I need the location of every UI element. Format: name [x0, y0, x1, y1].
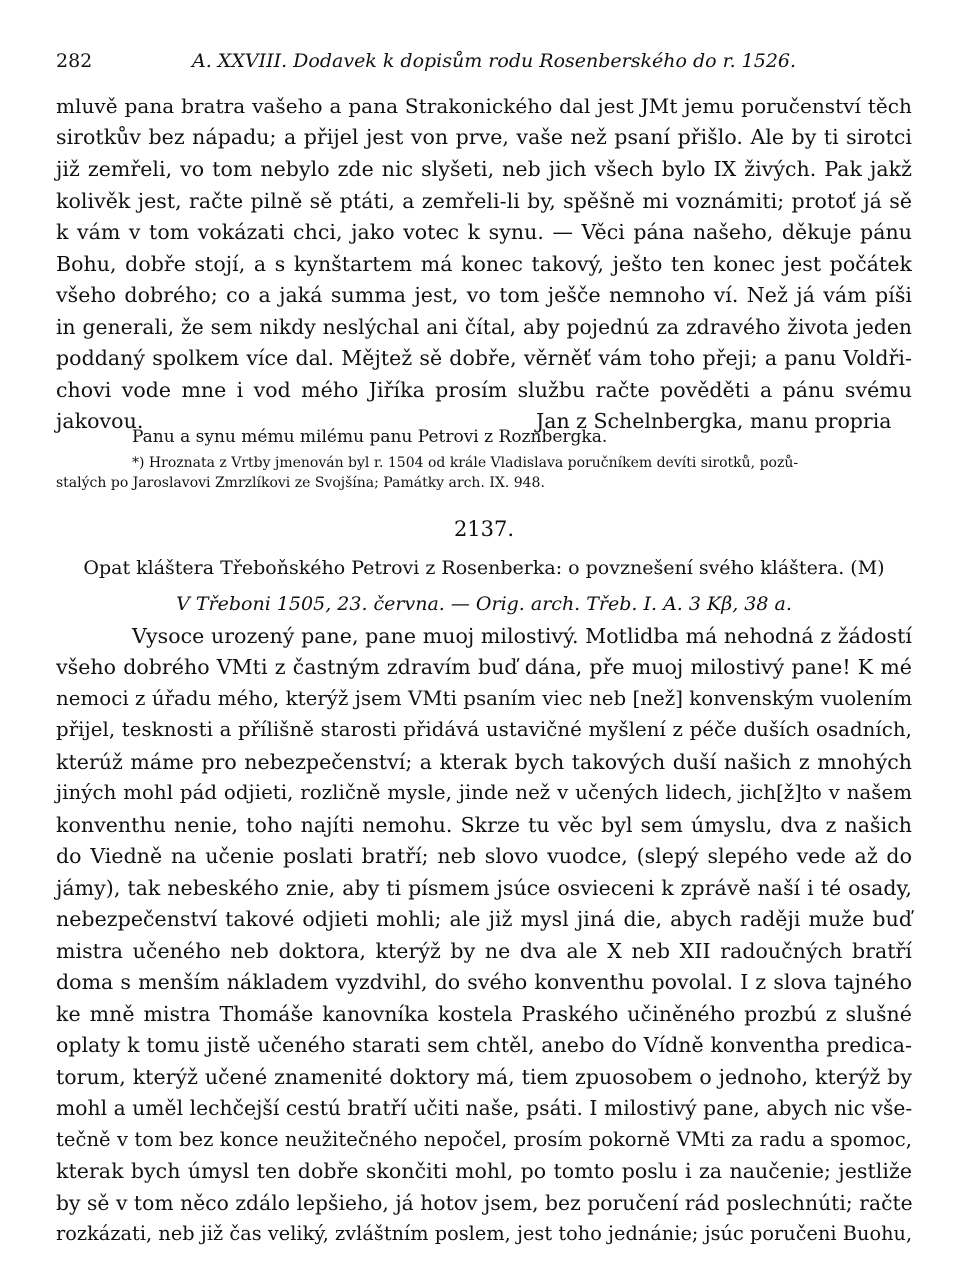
text-line: sirotkův bez nápadu; a přijel jest von prve, vaše než psaní přišlo. Ale by ti sirotci: [56, 125, 912, 149]
text-line: kterúž máme pro nebezpečenství; a kterak bych takových duší našich z mnohých: [56, 750, 912, 774]
text-line: in generali, že sem nikdy neslýchal ani čítal, aby pojednú za zdravého života jeden: [56, 315, 912, 339]
text-line-last: jakovou.: [56, 409, 144, 433]
document-place-date: V Třeboni 1505, 23. června. — Orig. arch. Třeb. I. A. 3 Kβ, 38 a.: [176, 593, 792, 615]
text-line: do Viedně na učenie poslati bratří; neb slovo vuodce, (slepý slepého vede až do: [56, 844, 912, 868]
signature: Jan z Schelnbergka, manu propria: [536, 409, 892, 433]
text-line: všeho dobrého; co a jaká summa jest, vo tom ješče nemnoho ví. Než já vám píši: [56, 283, 912, 307]
text-line: přijel, tesknosti a přílišně starosti přidává ustavičné myšlení z péče duších osadních,: [56, 718, 912, 741]
text-line: rozkázati, neb již čas veliký, zvláštním poslem, jest toho jednánie; jsúc poručeni Buohu,: [56, 1222, 913, 1245]
text-line: kterak bych úmysl ten dobře skončiti mohl, po tomto poslu i za naučenie; jestliže: [56, 1159, 912, 1183]
letter-address: Panu a synu mému milému panu Petrovi z Roznbergka.: [132, 427, 608, 447]
text-line: mohl a uměl lechčejší cestú bratří učiti naše, psáti. I milostivý pane, abych nic vše-: [56, 1096, 913, 1120]
text-line: již zemřeli, vo tom nebylo zde nic slyšeti, neb jich všech bylo IX živých. Pak jakž: [56, 157, 912, 181]
footnote-line: *) Hroznata z Vrtby jmenován byl r. 1504 od krále Vladislava poručníkem devíti sirotků, pozů-: [132, 455, 799, 471]
page-number: 282: [56, 50, 93, 72]
text-line: doma s menším nákladem vyzdvihl, do svého konventhu povolal. I z slova tajného: [56, 970, 912, 994]
text-line: mistra učeného neb doktora, kterýž by ne dva ale X neb XII radoučných bratří: [56, 939, 912, 963]
document-title: Opat kláštera Třeboňského Petrovi z Rosenberka: o povznešení svého kláštera. (M): [83, 557, 885, 579]
text-line: torum, kterýž učené znamenité doktory má, tiem zpuosobem o jednoho, kterýž by: [56, 1065, 912, 1089]
text-line: tečně v tom bez konce neužitečného nepočel, prosím pokorně VMti za radu a spomoc,: [56, 1128, 912, 1151]
text-line: Vysoce urozený pane, pane muoj milostivý. Motlidba má nehodná z žádostí: [132, 624, 912, 648]
text-line: jámy), tak nebeského znie, aby ti písmem jsúce osvieceni k zprávě naší i té osady,: [56, 876, 912, 900]
text-line: nebezpečenství takové odjieti mohli; ale již mysl jiná die, abych raději muže buď: [56, 907, 912, 931]
text-line: k vám v tom vokázati chci, jako votec k synu. — Věci pána našeho, děkuje pánu: [56, 220, 912, 244]
text-line: konventhu nenie, toho najíti nemohu. Skrze tu věc byl sem úmyslu, dva z našich: [56, 813, 912, 837]
text-line: mluvě pana bratra vašeho a pana Strakonického dal jest JMt jemu poručenství těch: [56, 94, 912, 118]
text-line: oplaty k tomu jistě učeného starati sem chtěl, anebo do Vídně konventha predica-: [56, 1033, 912, 1057]
text-line: kolivěk jest, račte pilně sě ptáti, a zemřeli-li by, spěšně mi voznámiti; protoť já sě: [56, 189, 912, 213]
page-header: [56, 50, 912, 76]
text-line: by sě v tom něco zdálo lepšieho, já hotov jsem, bez poručení rád poslechnúti; račte: [56, 1191, 913, 1215]
text-line: všeho dobrého VMti z častným zdravím buď dána, pře muoj milostivý pane! K mé: [56, 655, 912, 679]
book-page: [56, 0, 912, 1280]
text-line: chovi vode mne i vod mého Jiříka prosím službu račte pověděti a pánu svému: [56, 378, 912, 402]
text-line: Bohu, dobře stojí, a s kynštartem má konec takový, ješto ten konec jest počátek: [56, 252, 912, 276]
text-line: jiných mohl pád odjieti, rozličně mysle, jinde než v učených lidech, jich[ž]to v našem: [56, 781, 912, 804]
document-number: 2137.: [453, 517, 515, 541]
text-line: poddaný spolkem více dal. Mějtež sě dobře, věrněť vám toho přeji; a panu Voldři-: [56, 346, 912, 370]
text-line: ke mně mistra Thomáše kanovníka kostela Praského učiněného prozbú z slušné: [56, 1002, 912, 1026]
text-line: nemoci z úřadu mého, kterýž jsem VMti psaním viec neb [než] konvenským vuolením: [56, 687, 913, 710]
footnote-line: stalých po Jaroslavovi Zmrzlíkovi ze Svojšína; Památky arch. IX. 948.: [56, 475, 545, 491]
running-head: A. XXVIII. Dodavek k dopisům rodu Rosenberského do r. 1526.: [192, 50, 797, 72]
